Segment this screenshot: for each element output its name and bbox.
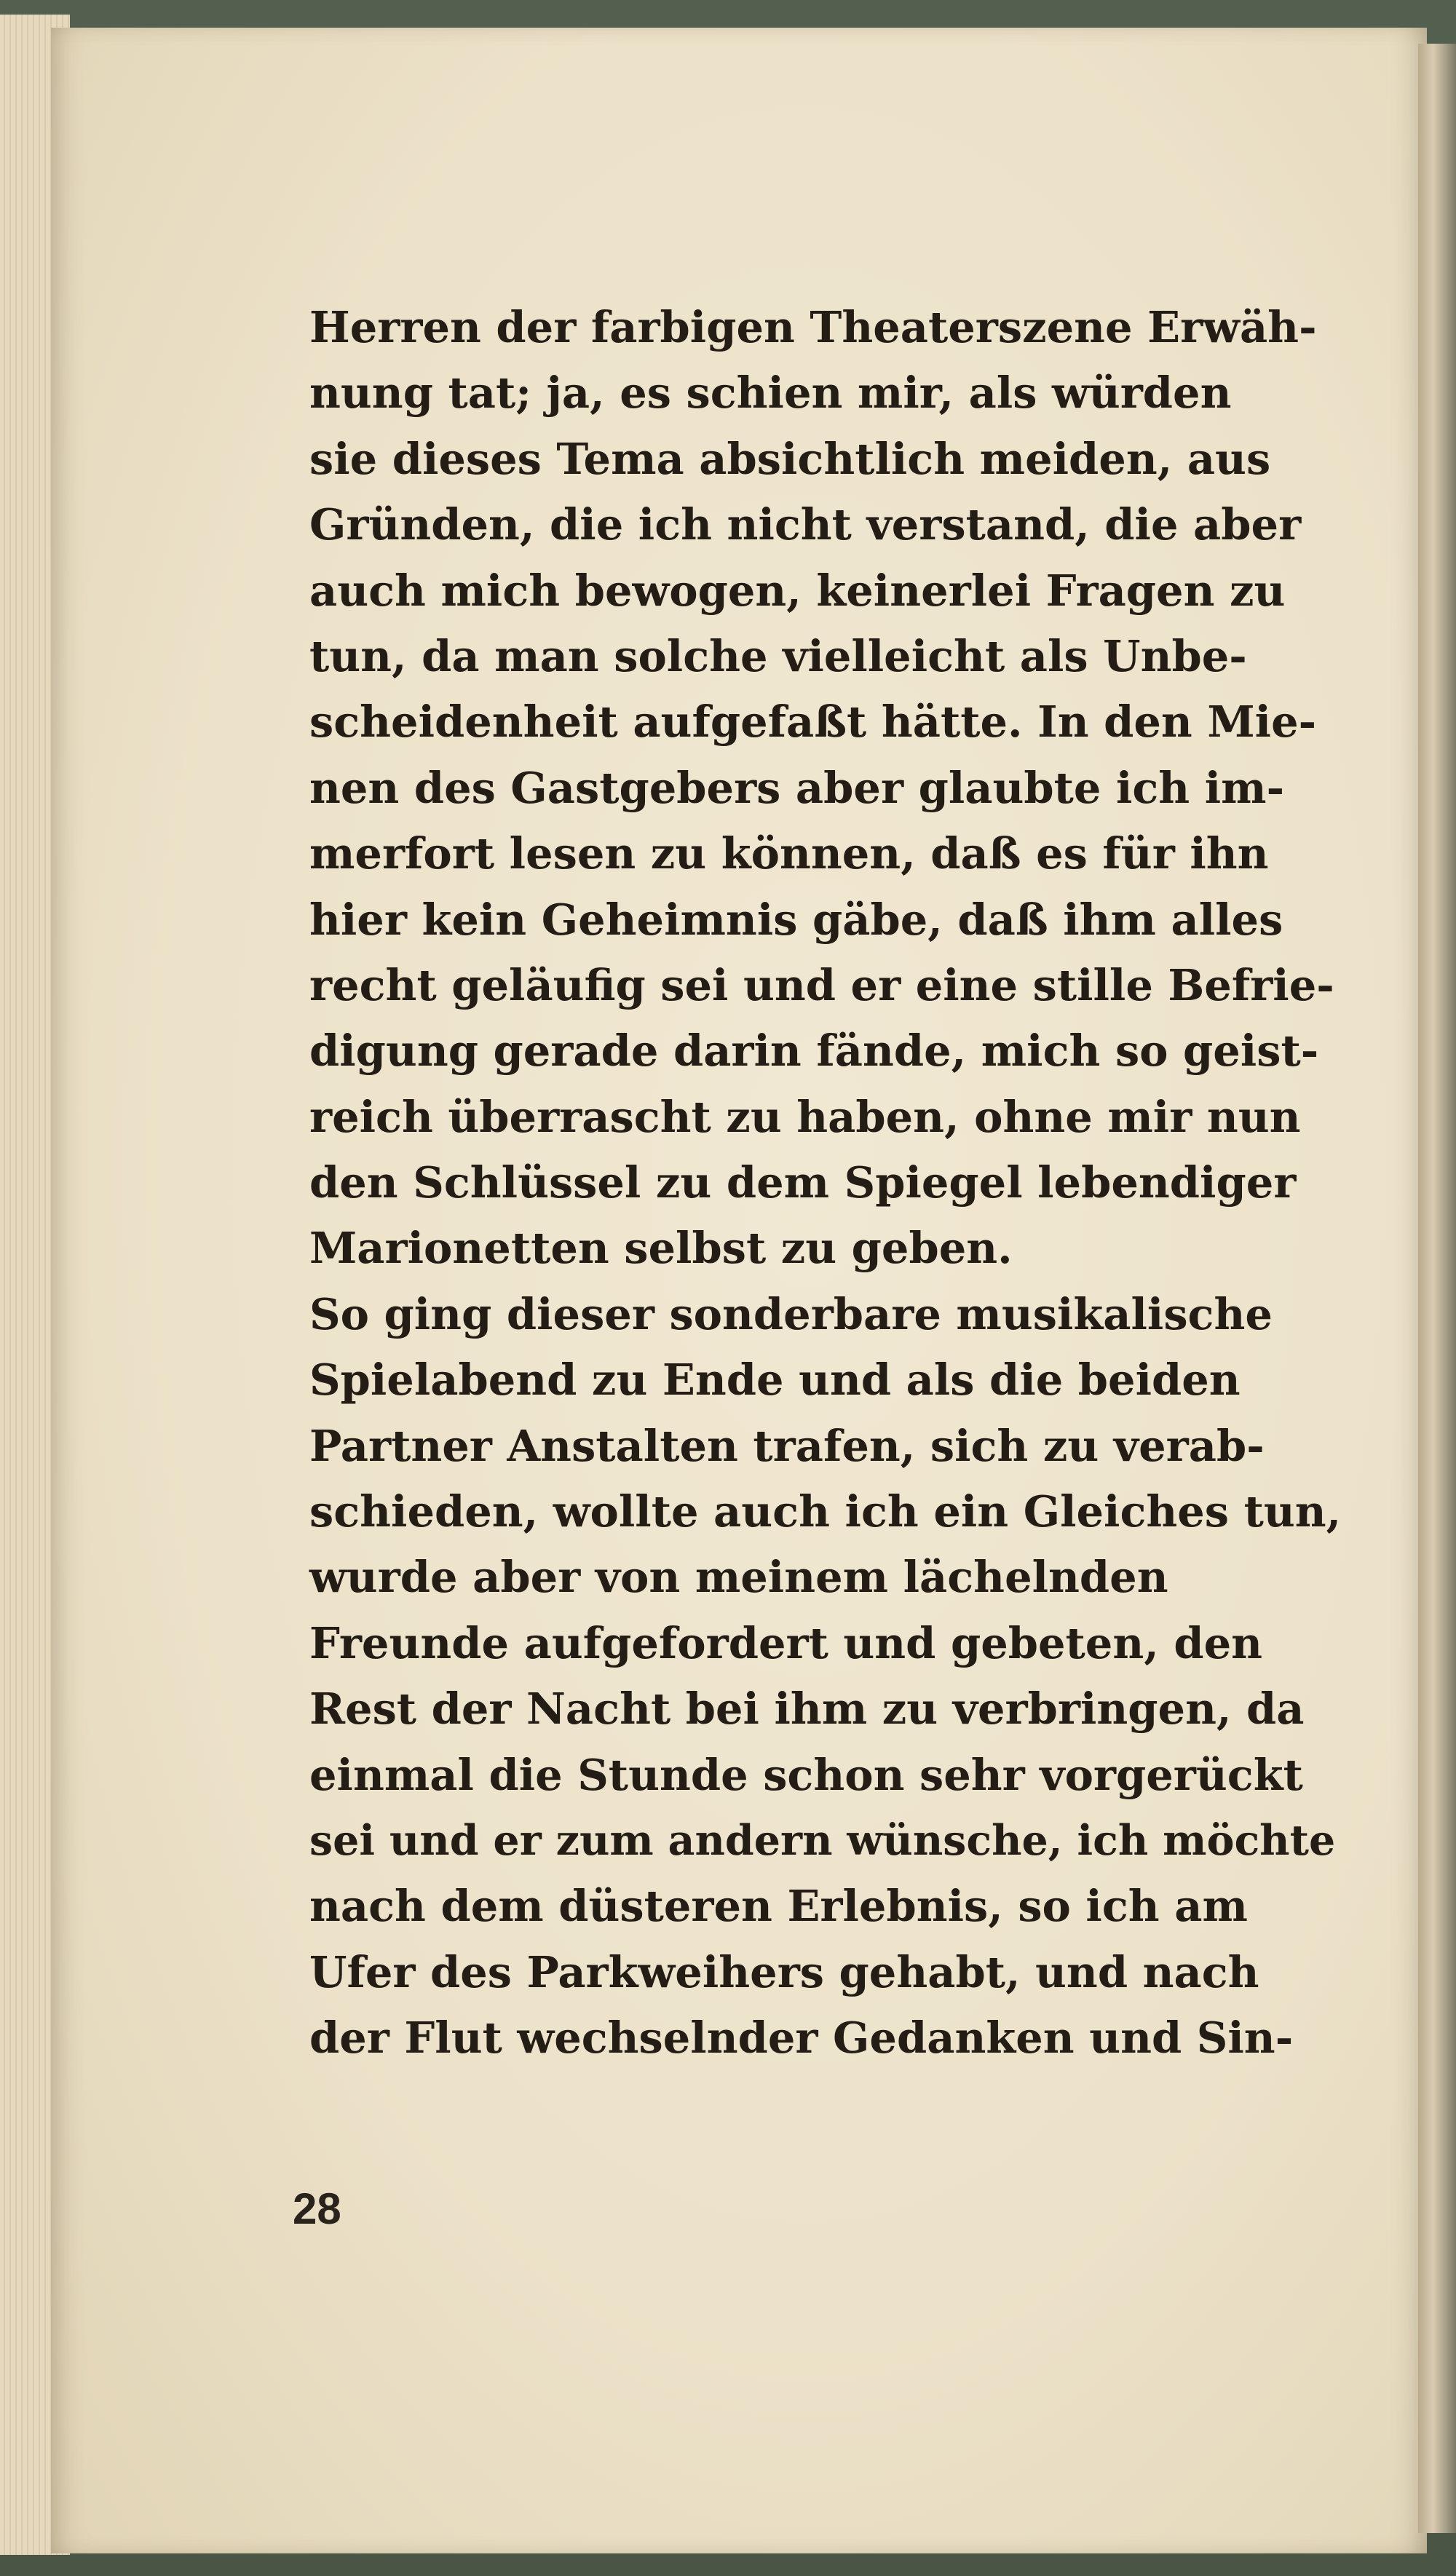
text-line: hier kein Geheimnis gäbe, daß ihm alles [309,894,1283,945]
text-line: nen des Gastgebers aber glaubte ich im- [309,762,1285,813]
text-line: recht geläufig sei und er eine stille Befrie- [309,959,1334,1010]
text-line: Marionetten selbst zu geben. [309,1223,1013,1274]
text-line: sei und er zum andern wünsche, ich möchte [309,1815,1336,1865]
text-line: schieden, wollte auch ich ein Gleiches tun, [309,1486,1342,1537]
text-line: reich überrascht zu haben, ohne mir nun [309,1091,1301,1142]
text-line: Partner Anstalten trafen, sich zu verab- [309,1420,1265,1471]
text-line: nung tat; ja, es schien mir, als würden [309,368,1232,419]
text-line: Rest der Nacht bei ihm zu verbringen, da [309,1684,1305,1735]
text-line: digung gerade darin fände, mich so geist- [309,1026,1319,1077]
text-line: nach dem düsteren Erlebnis, so ich am [309,1881,1248,1932]
text-line: wurde aber von meinem lächelnden [309,1552,1168,1603]
text-line: tun, da man solche vielleicht als Unbe- [309,630,1247,681]
text-line: der Flut wechselnder Gedanken und Sin- [309,2013,1294,2064]
book-fore-edge [1418,44,1456,2533]
text-line: scheidenheit aufgefaßt hätte. In den Mie- [309,697,1317,748]
text-line: sie dieses Tema absichtlich meiden, aus [309,433,1271,484]
text-line: einmal die Stunde schon sehr vorgerückt [309,1749,1303,1800]
text-line: auch mich bewogen, keinerlei Fragen zu [309,565,1286,616]
page-number: 28 [293,2184,341,2233]
text-line: Spielabend zu Ende und als die beiden [309,1355,1241,1406]
body-text [309,295,1350,2072]
text-line: merfort lesen zu können, daß es für ihn [309,828,1269,879]
text-line: Gründen, die ich nicht verstand, die aber [309,499,1302,550]
text-line: So ging dieser sonderbare musikalische [309,1288,1273,1339]
text-line: Freunde aufgefordert und gebeten, den [309,1617,1263,1668]
text-line: Ufer des Parkweihers gehabt, und nach [309,1946,1259,1997]
text-line: Herren der farbigen Theaterszene Erwäh- [309,302,1317,352]
text-line: den Schlüssel zu dem Spiegel lebendiger [309,1157,1297,1208]
